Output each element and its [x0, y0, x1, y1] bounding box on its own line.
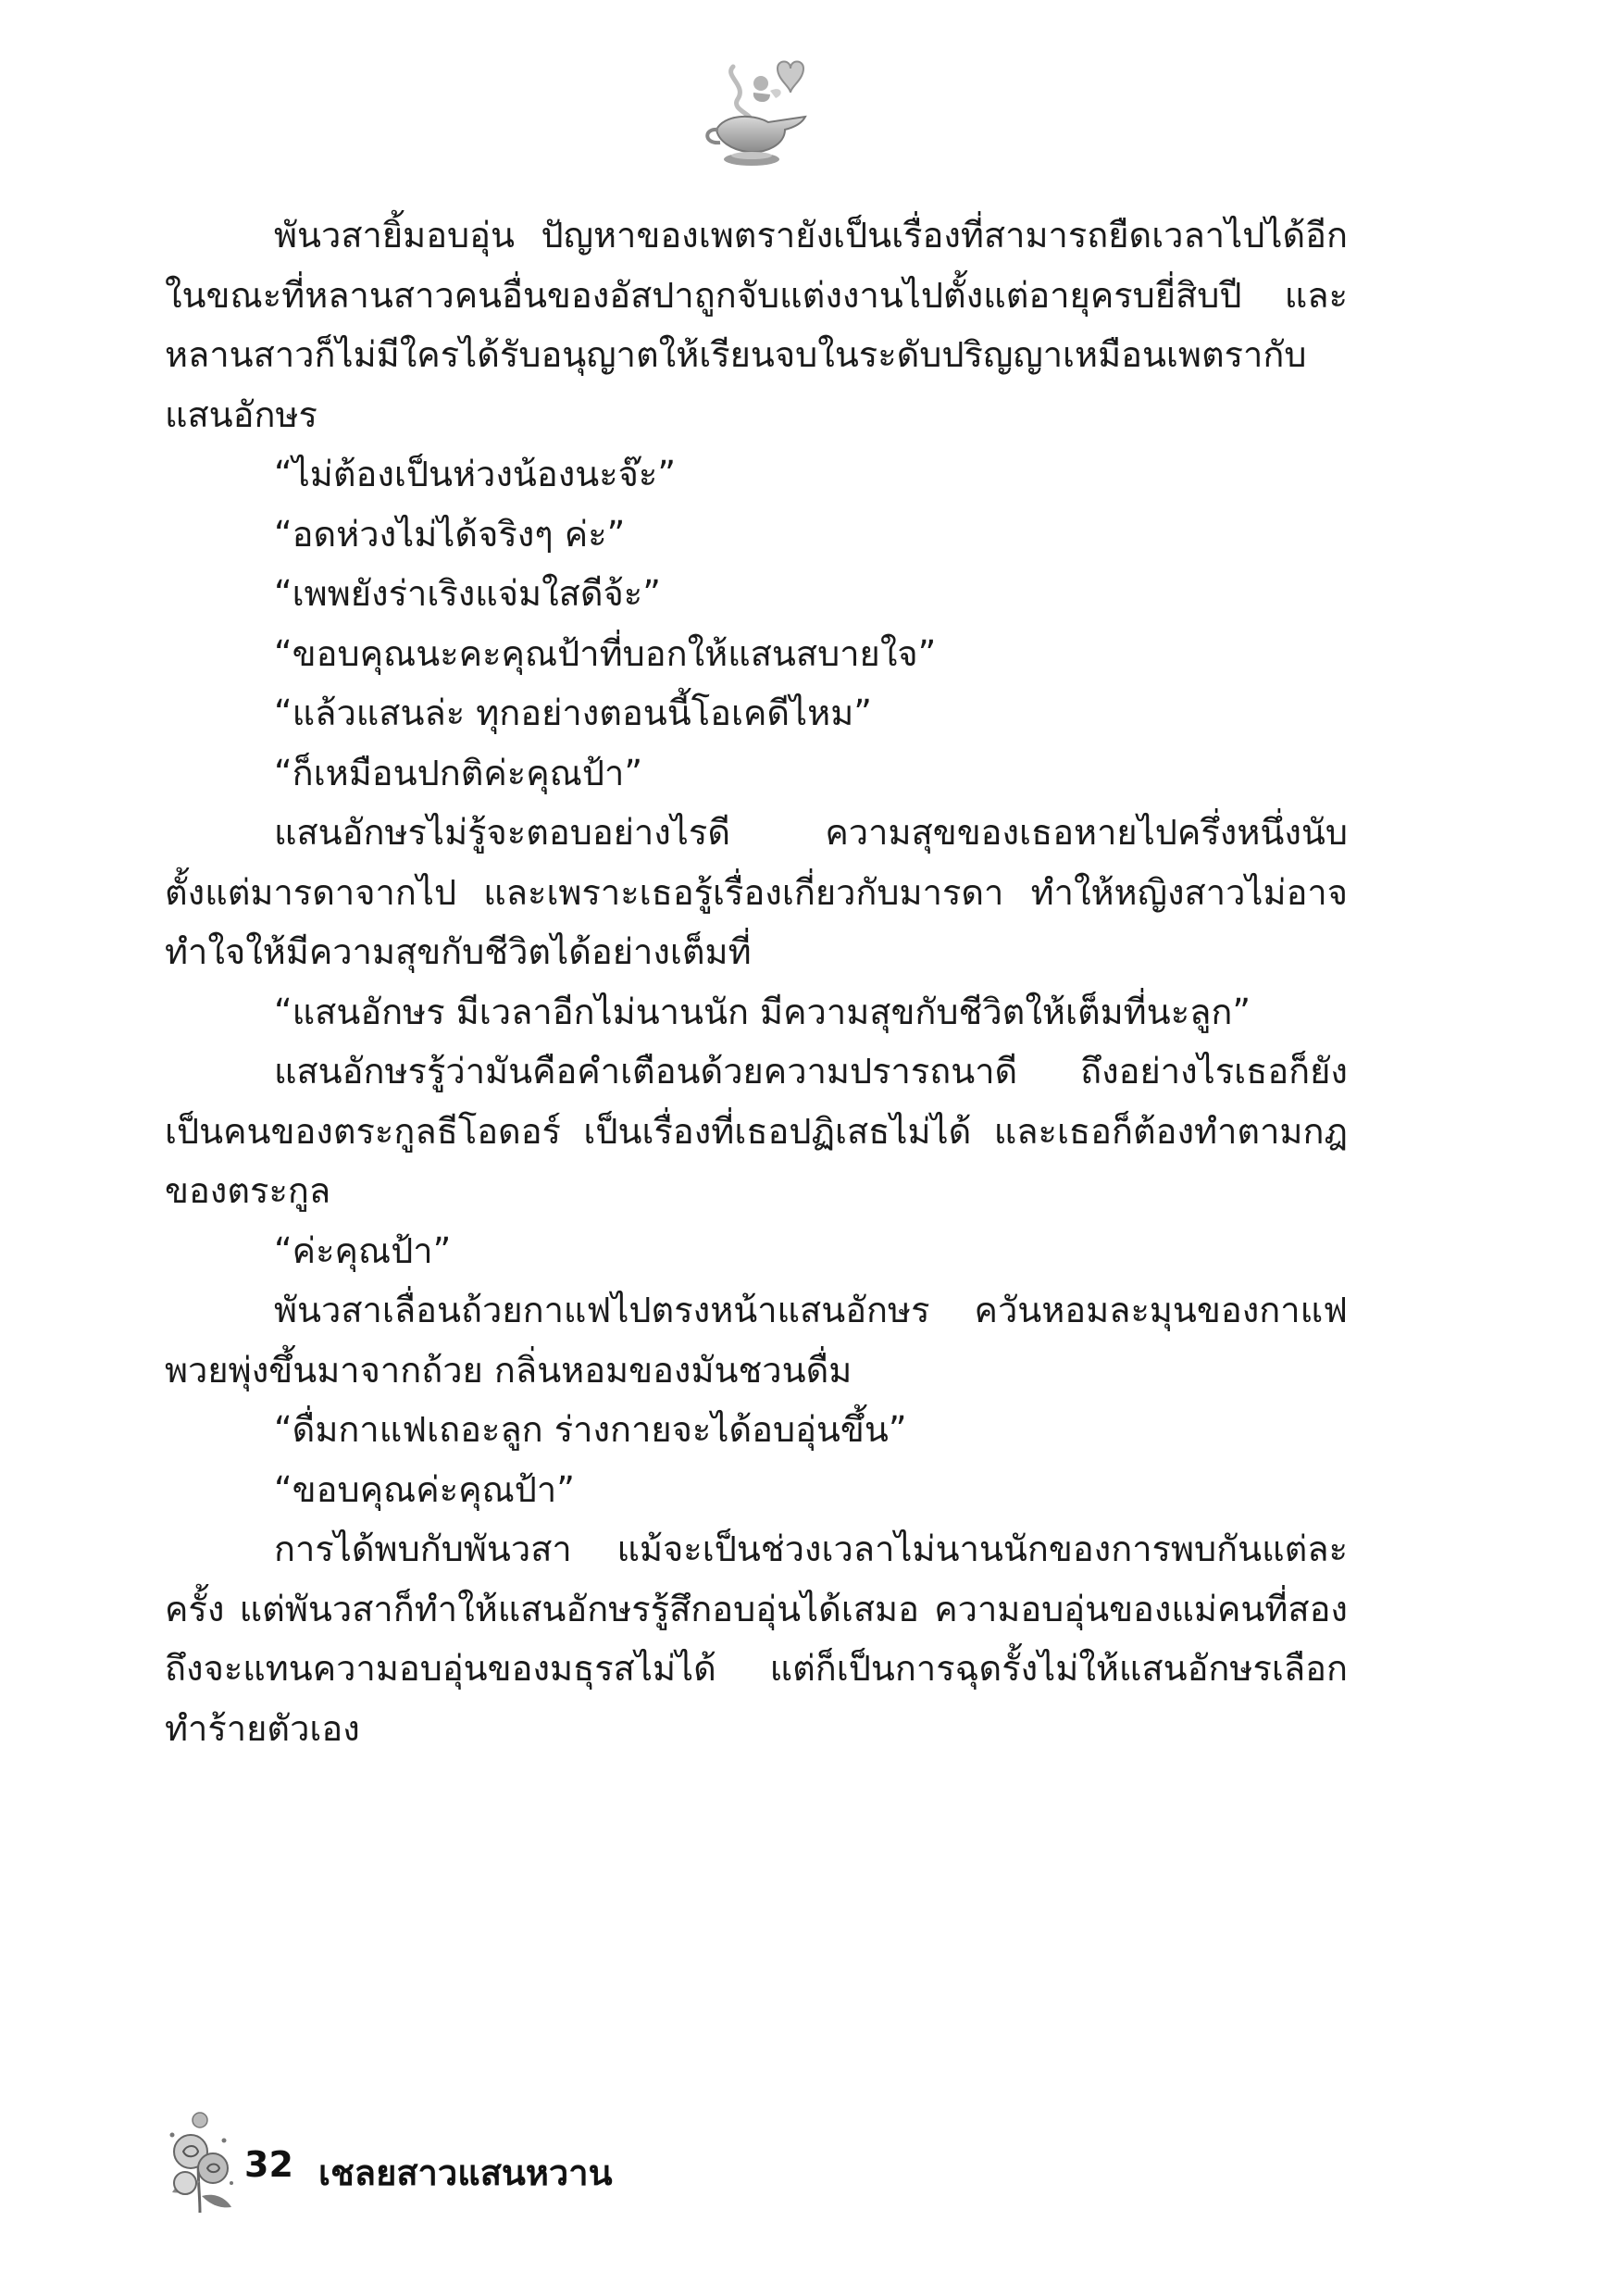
dialogue-line: “ขอบคุณค่ะคุณป้า” — [274, 1468, 575, 1510]
dialogue-line: “แล้วแสนล่ะ ทุกอย่างตอนนี้โอเคดีไหม” — [274, 693, 872, 733]
dialogue-line: “แสนอักษร มีเวลาอีกไม่นานนัก มีความสุขกับชีวิตให้เต็มที่นะลูก” — [274, 991, 1251, 1032]
dialogue-line: “อดห่วงไม่ได้จริงๆ ค่ะ” — [274, 513, 626, 555]
paragraph: การได้พบกับพันวสา แม้จะเป็นช่วงเวลาไม่นานนักของการพบกันแต่ละครั้ง แต่พันวสาก็ทำให้แสนอักษรรู้สึกอบอุ่นได้เสมอ ความอบอุ่นของแม่คนที่สอง ถึงจะแทนความอบอุ่นของมธุรสไม่ได้ แต่ก็เป็นการฉุดรั้งไม่ให้แสนอักษรเลือกทำร้ายตัวเอง — [165, 1529, 1348, 1749]
paragraph: พันวสายิ้มอบอุ่น ปัญหาของเพตรายังเป็นเรื่องที่สามารถยืดเวลาไปได้อีก ในขณะที่หลานสาวคนอื่นของอัสปาถูกจับแต่งงานไปตั้งแต่อายุครบยี่สิบปี และหลานสาวก็ไม่มีใครได้รับอนุญาตให้เรียนจบในระดับปริญญาเหมือนเพตรากับแสนอักษร — [165, 215, 1348, 435]
book-title: เชลยสาวแสนหวาน — [318, 2152, 613, 2193]
page-number: 32 — [244, 2144, 293, 2185]
dialogue-line: “ขอบคุณนะคะคุณป้าที่บอกให้แสนสบายใจ” — [274, 632, 937, 674]
paragraph: พันวสาเลื่อนถ้วยกาแฟไปตรงหน้าแสนอักษร ควันหอมละมุนของกาแฟพวยพุ่งขึ้นมาจากถ้วย กลิ่นหอมของมันชวนดื่ม — [165, 1290, 1348, 1391]
body-text — [165, 206, 1348, 1758]
paragraph: แสนอักษรรู้ว่ามันคือคำเตือนด้วยความปรารถนาดี ถึงอย่างไรเธอก็ยังเป็นคนของตระกูลธีโอดอร์ เป็นเรื่องที่เธอปฏิเสธไม่ได้ และเธอก็ต้องทำตามกฎของตระกูล — [165, 1051, 1348, 1211]
dialogue-line: “ค่ะคุณป้า” — [274, 1229, 452, 1271]
dialogue-line: “ก็เหมือนปกติค่ะคุณป้า” — [274, 752, 643, 793]
dialogue-line: “เพพยังร่าเริงแจ่มใสดีจ้ะ” — [274, 573, 661, 614]
page-footer — [159, 2107, 807, 2218]
rose-ornament-icon — [159, 2107, 241, 2215]
dialogue-line: “ดื่มกาแฟเถอะลูก ร่างกายจะได้อบอุ่นขึ้น” — [274, 1409, 907, 1450]
dialogue-line: “ไม่ต้องเป็นห่วงน้องนะจ๊ะ” — [274, 454, 677, 494]
teapot-cupid-ornament-icon — [696, 48, 826, 178]
paragraph: แสนอักษรไม่รู้จะตอบอย่างไรดี ความสุขของเธอหายไปครึ่งหนึ่งนับตั้งแต่มารดาจากไป และเพราะเธอรู้เรื่องเกี่ยวกับมารดา ทำให้หญิงสาวไม่อาจทำใจให้มีความสุขกับชีวิตได้อย่างเต็มที่ — [165, 812, 1348, 972]
